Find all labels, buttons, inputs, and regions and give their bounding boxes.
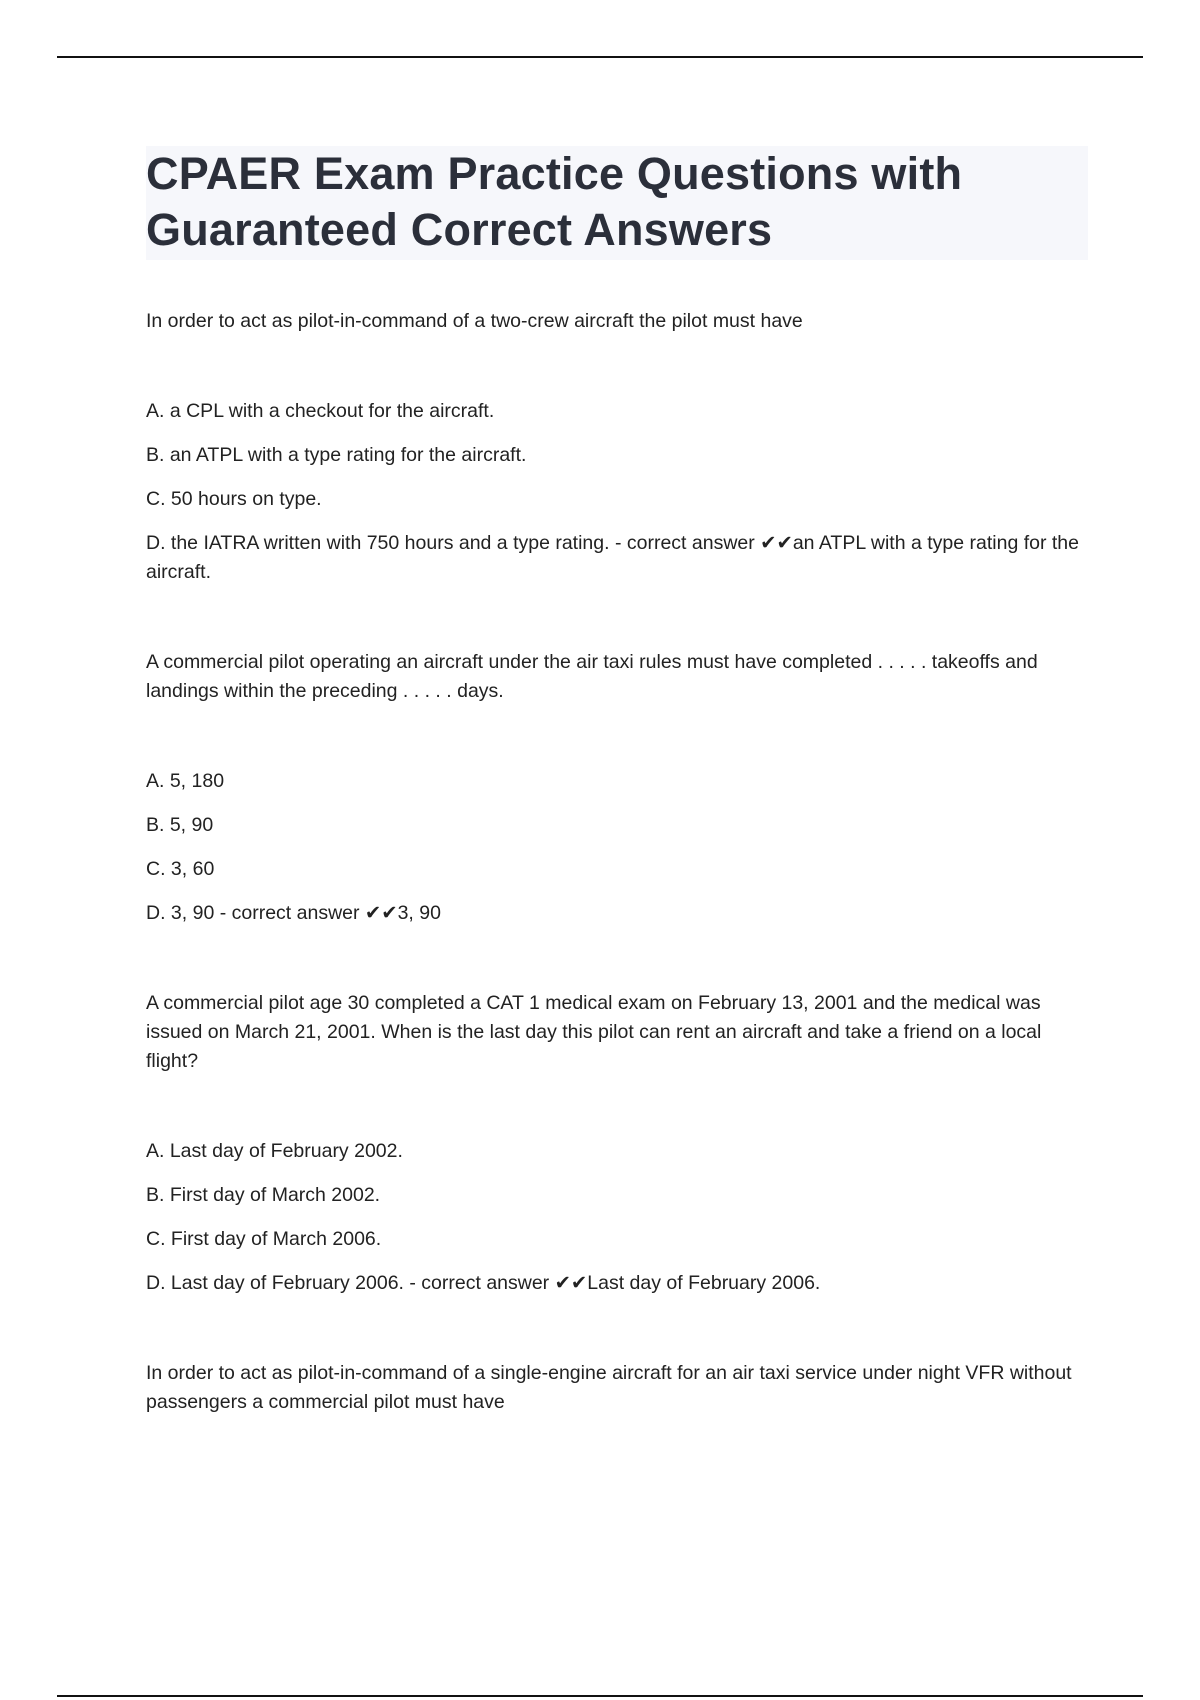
footer-rule bbox=[57, 1695, 1143, 1697]
question-1-option-b: B. an ATPL with a type rating for the aircraft. bbox=[146, 444, 527, 466]
question-1-option-c: C. 50 hours on type. bbox=[146, 488, 322, 510]
question-3-option-a: A. Last day of February 2002. bbox=[146, 1140, 403, 1162]
question-3-text: A commercial pilot age 30 completed a CAT 1 medical exam on February 13, 2001 and the medical was issued on March 21, 2001. When is the last day this pilot can rent an aircraft and take a friend on a local flight? bbox=[146, 992, 1042, 1072]
question-1-text: In order to act as pilot-in-command of a two-crew aircraft the pilot must have bbox=[146, 310, 803, 332]
title-banner bbox=[146, 146, 1088, 260]
question-3-option-d-answer: D. Last day of February 2006. - correct answer ✔✔Last day of February 2006. bbox=[146, 1272, 821, 1294]
question-1-option-d-answer: D. the IATRA written with 750 hours and a type rating. - correct answer ✔✔an ATPL with a type rating for the aircraft. bbox=[146, 532, 1080, 583]
question-2-text: A commercial pilot operating an aircraft under the air taxi rules must have completed . . . . . takeoffs and landings within the preceding . . . . . days. bbox=[146, 651, 1038, 702]
header-rule bbox=[57, 56, 1143, 58]
question-2-option-c: C. 3, 60 bbox=[146, 858, 215, 880]
question-2-option-d-answer: D. 3, 90 - correct answer ✔✔3, 90 bbox=[146, 902, 441, 924]
question-3-option-b: B. First day of March 2002. bbox=[146, 1184, 381, 1206]
document-title: CPAER Exam Practice Questions with Guaranteed Correct Answers bbox=[146, 148, 963, 255]
question-2-option-b: B. 5, 90 bbox=[146, 814, 214, 836]
question-2-option-a: A. 5, 180 bbox=[146, 770, 225, 792]
question-3-option-c: C. First day of March 2006. bbox=[146, 1228, 382, 1250]
document-body bbox=[146, 146, 1088, 1478]
question-4-text: In order to act as pilot-in-command of a single-engine aircraft for an air taxi service under night VFR without passengers a commercial pilot must have bbox=[146, 1362, 1072, 1413]
question-1-option-a: A. a CPL with a checkout for the aircraft. bbox=[146, 400, 495, 422]
